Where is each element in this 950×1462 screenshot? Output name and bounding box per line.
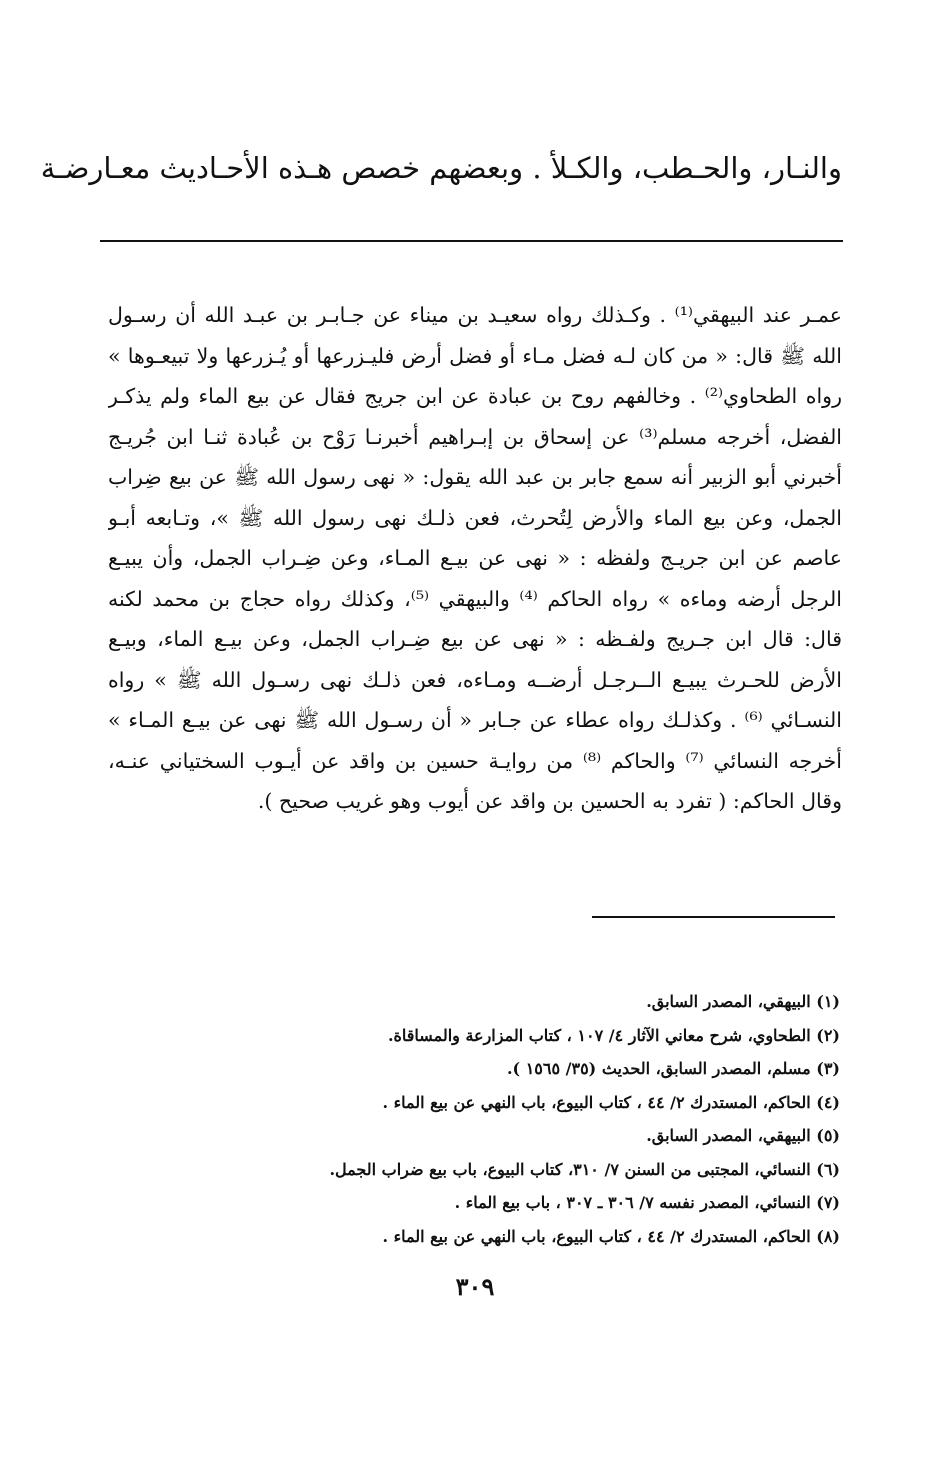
footnote: (٥) البيهقي، المصدر السابق. <box>646 1126 840 1145</box>
main-text <box>108 295 842 822</box>
footnote: (٨) الحاكم، المستدرك ٢/ ٤٤ ، كتاب البيوع، باب النهي عن بيع الماء . <box>382 1226 840 1246</box>
text-line: الفضل، أخرجه مسلم⁽³⁾ عن إسحاق بن إبـراهيم أخبرنـا رَوْح بن عُبادة ثنـا ابن جُريـج <box>108 424 842 449</box>
footnote: (٧) النسائي، المصدر نفسه ٧/ ٣٠٦ ـ ٣٠٧ ، باب بيع الماء . <box>454 1193 840 1212</box>
text-line: الله ﷺ قال: « من كان لـه فضل مـاء أو فضل أرض فليـزرعها أو يُـزرعها ولا تبيعـوها » <box>108 343 842 368</box>
footnote: (٦) النسائي، المجتبى من السنن ٧/ ٣١٠، كتاب البيوع، باب بيع ضراب الجمل. <box>329 1159 840 1179</box>
footnote: (٣) مسلم، المصدر السابق، الحديث (٣٥/ ١٥٦٥ ). <box>506 1059 840 1078</box>
text-line: عاصم عن ابن جريـج ولفظه : « نهى عن بيـع المـاء، وعن ضِـراب الجمل، وأن يبيـع <box>108 546 842 570</box>
footnote: (٢) الطحاوي، شرح معاني الآثار ٤/ ١٠٧ ، كتاب المزارعة والمساقاة. <box>387 1025 840 1045</box>
text-line: عمـر عند البيهقي⁽¹⁾ . وكـذلك رواه سعيـد بن ميناء عن جـابـر بن عبـد الله أن رسـول <box>108 303 842 327</box>
text-line: النسـائي ⁽⁶⁾ . وكذلـك رواه عطاء عن جـابر « أن رسـول الله ﷺ نهى عن بيـع المـاء » <box>108 708 842 732</box>
text-line: قال: قال ابن جـريج ولفـظه : « نهى عن بيع ضِـراب الجمل، وعن بيـع الماء، وبيـع <box>108 627 842 651</box>
text-line: الرجل أرضه وماءه » رواه الحاكم ⁽⁴⁾ والبيهقي ⁽⁵⁾، وكذلك رواه حجاج بن محمد لكنه <box>108 586 842 611</box>
header-line: والنـار، والحـطب، والكـلأ . وبعضهم خصص هـذه الأحـاديث معـارضـة <box>40 151 842 185</box>
text-line: الجمل، وعن بيع الماء والأرض لِتُحرث، فعن ذلـك نهى رسول الله ﷺ »، وتـابعه أبـو <box>108 505 842 530</box>
footnote-separator <box>592 916 835 918</box>
footnote: (٤) الحاكم، المستدرك ٢/ ٤٤ ، كتاب البيوع، باب النهي عن بيع الماء . <box>382 1092 840 1112</box>
footnote: (١) البيهقي، المصدر السابق. <box>646 992 840 1011</box>
text-line: أخبرني أبو الزبير أنه سمع جابر بن عبد الله يقول: « نهى رسول الله ﷺ عن بيع ضِراب <box>108 465 842 489</box>
text-line: رواه الطحاوي⁽²⁾ . وخالفهم روح بن عبادة عن ابن جريج فقال عن بيع الماء ولم يذكـر <box>108 384 842 408</box>
header-rule <box>100 240 843 242</box>
text-line: وقال الحاكم: ( تفرد به الحسين بن واقد عن أيوب وهو غريب صحيح ). <box>257 789 842 813</box>
page-number: ٣٠٩ <box>455 1272 495 1301</box>
text-line: الأرض للحـرث يبيـع الــرجـل أرضــه ومـاءه، فعن ذلـك نهى رسـول الله ﷺ » رواه <box>108 667 842 692</box>
text-line: أخرجه النسائي ⁽⁷⁾ والحاكم ⁽⁸⁾ من روايـة حسين بن واقد عن أيـوب السختياني عنـه، <box>108 748 842 773</box>
footnotes <box>150 985 840 1253</box>
